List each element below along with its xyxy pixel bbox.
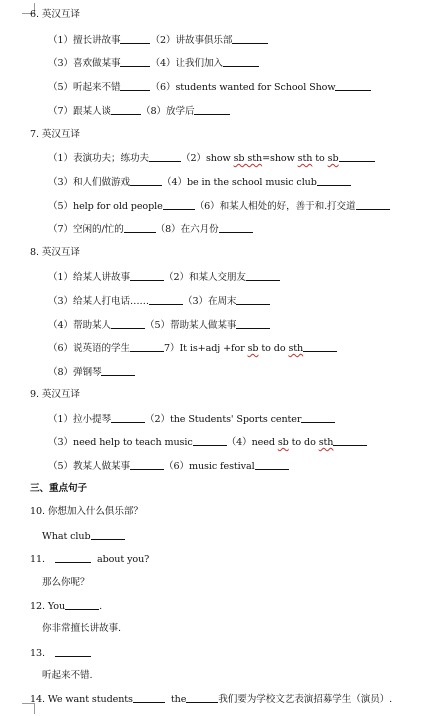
q8-blank-5[interactable] (111, 318, 145, 329)
q6-blank-5[interactable] (120, 80, 150, 91)
q7-blank-8[interactable] (219, 222, 253, 233)
q8-row1: （1）给某人讲故事 （2）和某人交朋友 (48, 270, 280, 284)
q13-translation: 听起来不错. (42, 670, 93, 681)
q9-title: 9. 英汉互译 (30, 389, 80, 400)
q6-blank-2[interactable] (232, 33, 268, 44)
q11-translation: 那么你呢？ (42, 577, 90, 588)
q6-blank-4[interactable] (223, 56, 259, 67)
q7-blank-4[interactable] (317, 175, 351, 186)
q7-blank-5[interactable] (163, 199, 195, 210)
q7-row3: （5）help for old people （6）和某人相处的好，善于和.打交道 (48, 199, 390, 213)
q14-blank-2[interactable] (186, 692, 218, 703)
q8-row5: （8）弹钢琴 (48, 365, 135, 379)
q8-blank-4[interactable] (236, 294, 270, 305)
q11-blank[interactable] (55, 552, 91, 563)
q6-title: 6. 英汉互译 (30, 9, 80, 20)
q8-blank-1[interactable] (130, 270, 164, 281)
q8-blank-7[interactable] (130, 341, 164, 352)
q8-blank-2[interactable] (246, 270, 280, 281)
q8-row3: （4）帮助某人 （5）帮助某人做某事 (48, 318, 270, 332)
q7-blank-7[interactable] (124, 222, 156, 233)
q7-blank-2[interactable] (339, 151, 375, 162)
q6-blank-6[interactable] (335, 80, 371, 91)
q6-row4: （7）跟某人谈 （8）放学后 (48, 104, 230, 118)
q9-row3: （5）教某人做某事 （6）music festival (48, 459, 289, 473)
q7-blank-3[interactable] (130, 175, 162, 186)
q6-row2: （3）喜欢做某事 （4）让我们加入 (48, 56, 259, 70)
q13-blank[interactable] (55, 646, 91, 657)
q7-blank-1[interactable] (149, 151, 181, 162)
q6-blank-8[interactable] (194, 104, 230, 115)
q14-blank-1[interactable] (133, 692, 165, 703)
q9-blank-4[interactable] (333, 435, 367, 446)
q7-title: 7. 英汉互译 (30, 129, 80, 140)
q6-blank-1[interactable] (120, 33, 150, 44)
q10-prompt: 10. 你想加入什么俱乐部？ (30, 506, 143, 517)
q12-blank[interactable] (65, 599, 99, 610)
q9-row2: （3）need help to teach music （4）need sb to do sth (48, 435, 367, 449)
q8-row2: （3）给某人打电话…… （3）在周末 (48, 294, 270, 308)
q11-answer-line: 11. about you? (30, 554, 150, 565)
q10-blank[interactable] (91, 529, 125, 540)
q7-row4: （7）空闲的/忙的 （8）在六月份 (48, 222, 253, 236)
q6-row1: （1）擅长讲故事 （2）讲故事俱乐部 (48, 33, 268, 47)
q12-translation: 你非常擅长讲故事. (42, 623, 121, 634)
q9-blank-3[interactable] (193, 435, 227, 446)
q10-answer-line: What club (42, 529, 125, 543)
q6-row3: （5）听起来不错 （6）students wanted for School Show (48, 80, 371, 94)
section-heading-key-sentences: 三、重点句子 (30, 483, 87, 494)
q6-blank-3[interactable] (120, 56, 150, 67)
q7-blank-6[interactable] (356, 199, 390, 210)
q7-row2: （3）和人们做游戏 （4）be in the school music club (48, 175, 351, 189)
q8-blank-3[interactable] (149, 294, 183, 305)
q7-row1: （1）表演功夫；练功夫 （2）show sb sth=show sth to sb (48, 151, 375, 165)
q9-blank-1[interactable] (111, 412, 145, 423)
q8-blank-6[interactable] (236, 318, 270, 329)
q9-blank-2[interactable] (301, 412, 335, 423)
q12-answer-line: 12. You . (30, 601, 103, 612)
q9-blank-6[interactable] (255, 459, 289, 470)
q8-title: 8. 英汉互译 (30, 247, 80, 258)
q14-answer-line: 14. We want students the 我们要为学校文艺表演招募学生（演员）. (30, 694, 393, 705)
q8-row4: （6）说英语的学生 7）It is+adj +for sb to do sth (48, 341, 337, 355)
q8-blank-9[interactable] (101, 365, 135, 376)
q9-row1: （1）拉小提琴 （2）the Students' Sports center (48, 412, 335, 426)
q9-blank-5[interactable] (130, 459, 164, 470)
q8-blank-8[interactable] (303, 341, 337, 352)
q13-answer-line: 13. (30, 646, 91, 660)
q6-blank-7[interactable] (111, 104, 141, 115)
